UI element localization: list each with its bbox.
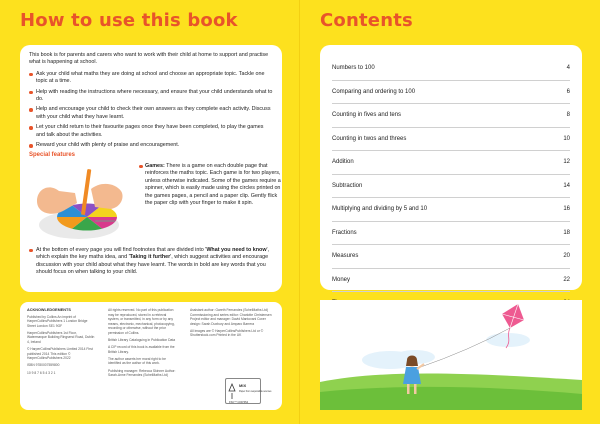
toc-title: Addition (332, 159, 354, 165)
acknowledgements-column-publisher: ACKNOWLEDGEMENTS Published by Collins An imprint of HarperCollinsPublishers 1 London Bridge Street London SE1 9GF HarperCollinsPublishers 1st Floor, Watermarque Building Ringsend Road, Dublin 4, Ireland © HarperCollinsPublishers Limited 2014 First published 2014 This edition © HarperCollinsPublishers 2022 ISBN 9780007559800 10 9 8 7 6 5 4 3 2 1 (27, 308, 95, 375)
intro-text: This book is for parents and carers who want to work with their child at home to support and practise what is happening at school. (29, 52, 269, 66)
toc-row (332, 245, 570, 269)
toc-page-number: 16 (563, 206, 570, 212)
bullet-icon (29, 91, 33, 95)
bullet-icon (29, 249, 33, 253)
footnote-description: At the bottom of every page you will find footnotes that are divided into 'What you need to know', which explain the key maths idea, and 'Taking it further', which suggest activities and encourage discussion with your child about what they have learnt. The words in bold are key words that you should focus on when talking to your child. (29, 247, 273, 277)
toc-row (332, 151, 570, 175)
toc-title: Subtraction (332, 182, 363, 189)
games-description: Games: There is a game on each double page that reinforces the maths topic. Each game is for two players, unless otherwise indicated. Some of the games require a spinner, which is easily made using the circles printed on the games pages, a pencil and a paper clip. Gently flick the paper clip with your finger to make it spin. (139, 163, 281, 207)
toc-page-number: 22 (563, 276, 570, 283)
toc-title: Counting in twos and threes (332, 135, 407, 142)
acknowledgements-title: ACKNOWLEDGEMENTS (27, 308, 71, 312)
toc-title: Measures (332, 253, 359, 259)
list-item: Help and encourage your child to check their own answers as they complete each activity. Discuss with your child what they have learnt. (29, 106, 273, 121)
toc-row (332, 198, 570, 222)
toc-title: Money (332, 276, 351, 283)
toc-row (332, 175, 570, 199)
page-heading: Contents (320, 10, 413, 31)
toc-page-number: 14 (563, 182, 570, 189)
games-section (29, 162, 281, 245)
acknowledgements-column-credits: Assistant author: Gareth Fernandes (SchelMaths Ltd) Commissioning and series editor: Charlotte Christensen Project editor and manager: David Mantovani Cover design: Sarah Duxbury and Amparo Barrera All images are © HarperCollinsPublishers Ltd or © Shutterstock.com Printed in the UK (190, 308, 272, 338)
toc-row (332, 222, 570, 246)
contents-panel (320, 45, 582, 290)
fsc-sub-label: Paper from responsible sources (239, 391, 272, 393)
tips-list (29, 71, 273, 150)
list-item: Let your child return to their favourite pages once they have been completed, to play the games and talk about the activities. (29, 124, 273, 139)
special-features-heading: Special features (29, 152, 76, 159)
kite-illustration (320, 300, 582, 410)
fsc-tree-icon (226, 379, 272, 405)
bullet-icon (29, 144, 33, 148)
toc-row (332, 57, 570, 81)
toc-page-number: 10 (563, 135, 570, 142)
toc-title: Comparing and ordering to 100 (332, 88, 416, 95)
toc-page-number: 12 (563, 159, 570, 165)
fsc-code-label: FSC™ C007454 (229, 401, 249, 404)
fsc-logo (225, 378, 272, 404)
acknowledgements-panel (20, 302, 282, 410)
acknowledgements-column-rights: All rights reserved. No part of this publication may be reproduced, stored in a retrieval system, or transmitted, in any form or by any means, electronic, mechanical, photocopying, recording or otherwise, without the prior permission of Collins. British Library Cataloguing in Publication Data A CIP record of this book is available from the British Library. The author asserts her moral right to be identified as the author of this work. Publishing manager: Rebecca Skinner Author: Sarah-Anne Fernandes (SchelMaths Ltd) (108, 308, 176, 378)
toc-page-number: 6 (566, 88, 570, 95)
toc-title: Counting in fives and tens (332, 112, 402, 118)
toc-title: Multiplying and dividing by 5 and 10 (332, 206, 428, 212)
list-item: Reward your child with plenty of praise and encouragement. (29, 142, 273, 149)
toc-row (332, 104, 570, 128)
toc-row (332, 81, 570, 105)
bullet-icon (29, 73, 33, 77)
toc-title: Numbers to 100 (332, 65, 375, 71)
fsc-mix-label: MIX (239, 383, 247, 388)
toc-page-number: 8 (566, 112, 570, 118)
page-heading: How to use this book (20, 10, 238, 31)
spinner-illustration-icon (29, 163, 137, 243)
toc-page-number: 18 (563, 229, 570, 236)
toc-row (332, 269, 570, 293)
toc-page-number: 4 (566, 65, 570, 71)
girl-flying-kite-icon (320, 300, 582, 410)
bullet-icon (29, 108, 33, 112)
right-page (300, 0, 600, 424)
bullet-icon (29, 126, 33, 130)
list-item: Help with reading the instructions where necessary, and ensure that your child understands what to do. (29, 89, 273, 104)
toc-row (332, 128, 570, 152)
bullet-icon (139, 165, 143, 169)
toc-page-number: 20 (563, 253, 570, 259)
list-item: Ask your child what maths they are doing at school and choose an appropriate topic. Tackle one topic at a time. (29, 71, 273, 86)
toc-title: Fractions (332, 229, 357, 236)
instructions-panel (20, 45, 282, 292)
